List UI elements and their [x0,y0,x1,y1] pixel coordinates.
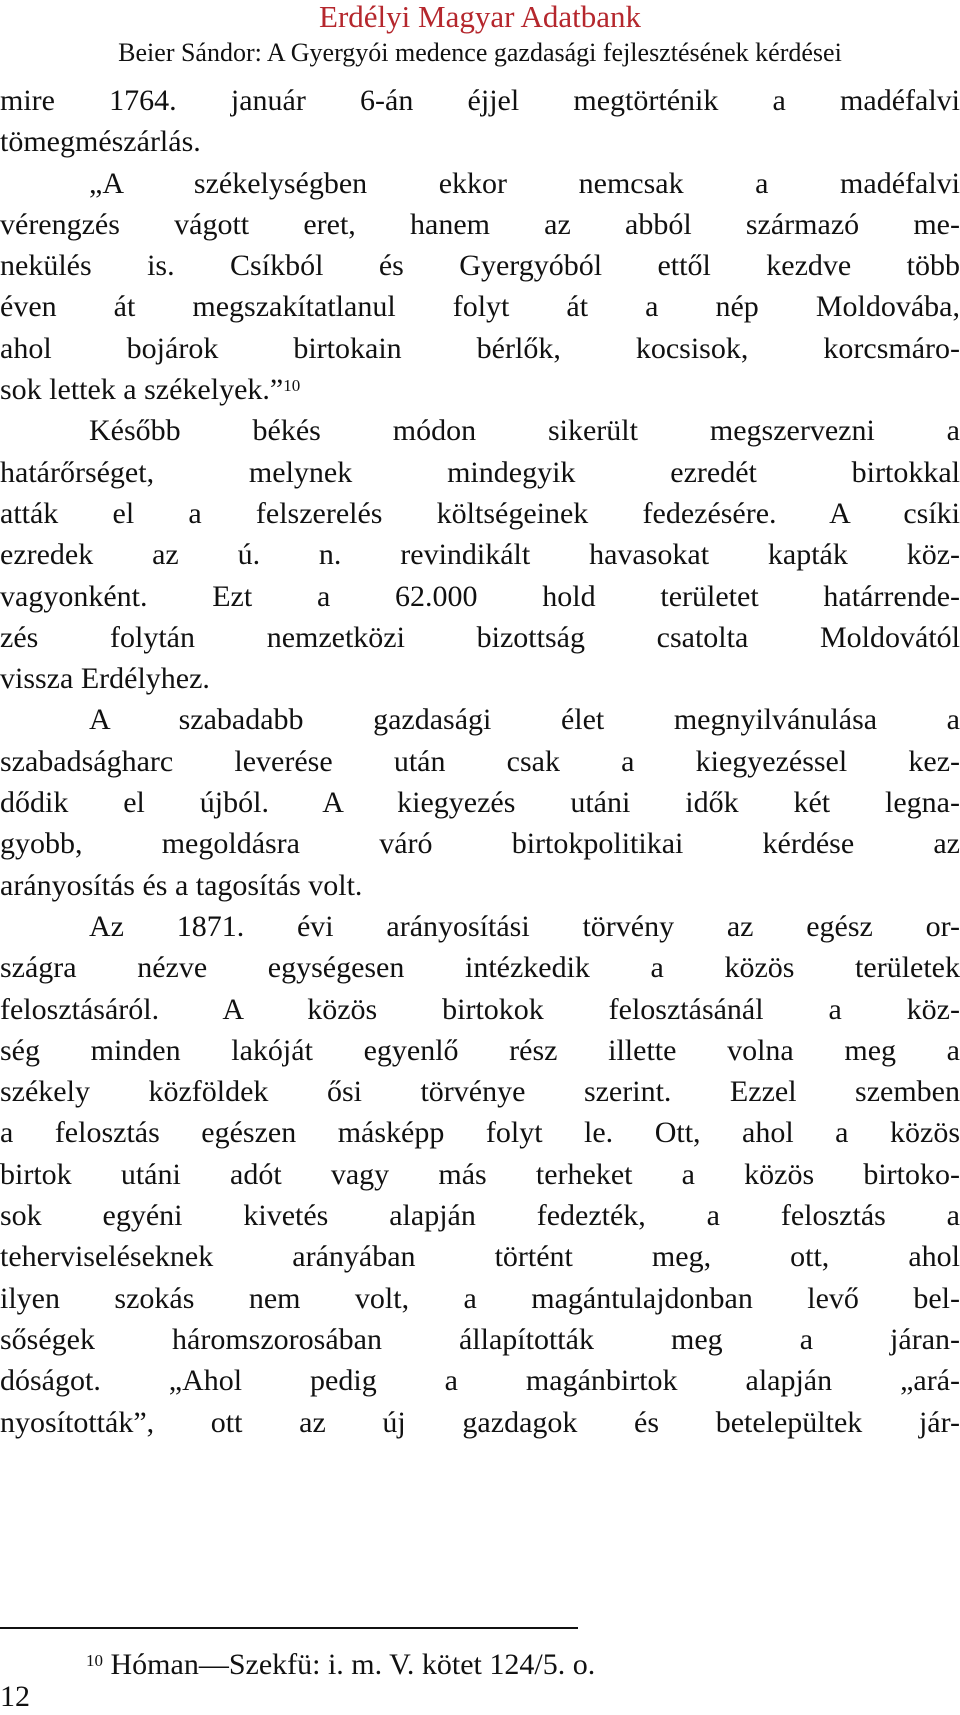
text-line: tömegmészárlás. [0,125,201,159]
document-title: Beier Sándor: A Gyergyói medence gazdasági fejlesztésének kérdései [118,38,842,67]
text-line: ahol bojárok birtokain bérlők, kocsisok, korcsmáro- [0,331,960,365]
text-line: arányosítás és a tagosítás volt. [0,868,363,902]
text-line: ilyen szokás nem volt, a magántulajdonban levő bel- [0,1281,960,1315]
text-line: nyosították”, ott az új gazdagok és betelepültek jár- [0,1405,960,1439]
footnote-text: Hóman—Szekfü: i. m. V. kötet 124/5. o. [110,1648,596,1681]
text-line: sőségek háromszorosában állapították meg a járan- [0,1322,960,1356]
text-line: Az 1871. évi arányosítási törvény az egész or- [89,909,960,943]
text-line: éven át megszakítatlanul folyt át a nép Moldovába, [0,290,960,324]
text-line: székely közföldek ősi törvénye szerint. Ezzel szemben [0,1075,960,1109]
text-line-content: sok lettek a székelyek.” [0,373,284,407]
text-line: a felosztás egészen másképp folyt le. Ott, ahol a közös [0,1116,960,1150]
text-line: vagyonként. Ezt a 62.000 hold területet határrende- [0,579,960,613]
text-line: határőrséget, melynek mindegyik ezredét birtokkal [0,455,960,489]
text-line: zés folytán nemzetközi bizottság csatolta Moldovától [0,620,960,654]
footnote [86,1648,595,1682]
text-line: teherviseléseknek arányában történt meg, ott, ahol [0,1240,960,1274]
text-line: vérengzés vágott eret, hanem az abból származó me- [0,207,960,241]
text-line: mire 1764. január 6-án éjjel megtörténik a madéfalvi [0,84,960,117]
text-line: „A székelységben ekkor nemcsak a madéfalvi [89,166,960,200]
footnote-number: 10 [86,1651,103,1670]
footnote-reference: 10 [283,376,301,396]
text-line: szabadságharc leverése után csak a kiegyezéssel kez- [0,744,960,778]
text-line: szágra nézve egységesen intézkedik a közös területek [0,951,960,985]
text-line: vissza Erdélyhez. [0,662,210,696]
text-line: atták el a felszerelés költségeinek fedezésére. A csíki [0,496,960,530]
text-line: Később békés módon sikerült megszervezni a [89,414,960,448]
text-line: gyobb, megoldásra váró birtokpolitikai kérdése az [0,827,960,861]
page-number: 12 [0,1680,30,1713]
footnote-divider [0,1627,578,1629]
body-text [0,80,960,1443]
text-line: dődik el újból. A kiegyezés utáni idők két legna- [0,786,960,820]
text-line: A szabadabb gazdasági élet megnyilvánulása a [89,703,960,737]
text-line: dóságot. „Ahol pedig a magánbirtok alapján „ará- [0,1364,960,1398]
text-line: sok egyéni kivetés alapján fedezték, a felosztás a [0,1199,960,1233]
text-line: birtok utáni adót vagy más terheket a közös birtoko- [0,1157,960,1191]
site-title: Erdélyi Magyar Adatbank [319,0,641,34]
text-line: ezredek az ú. n. revindikált havasokat kapták köz- [0,538,960,572]
text-line: nekülés is. Csíkból és Gyergyóból ettől kezdve több [0,249,960,283]
text-line [0,369,960,410]
text-line: felosztásáról. A közös birtokok felosztásánál a köz- [0,992,960,1026]
text-line: ség minden lakóját egyenlő rész illette volna meg a [0,1033,960,1067]
